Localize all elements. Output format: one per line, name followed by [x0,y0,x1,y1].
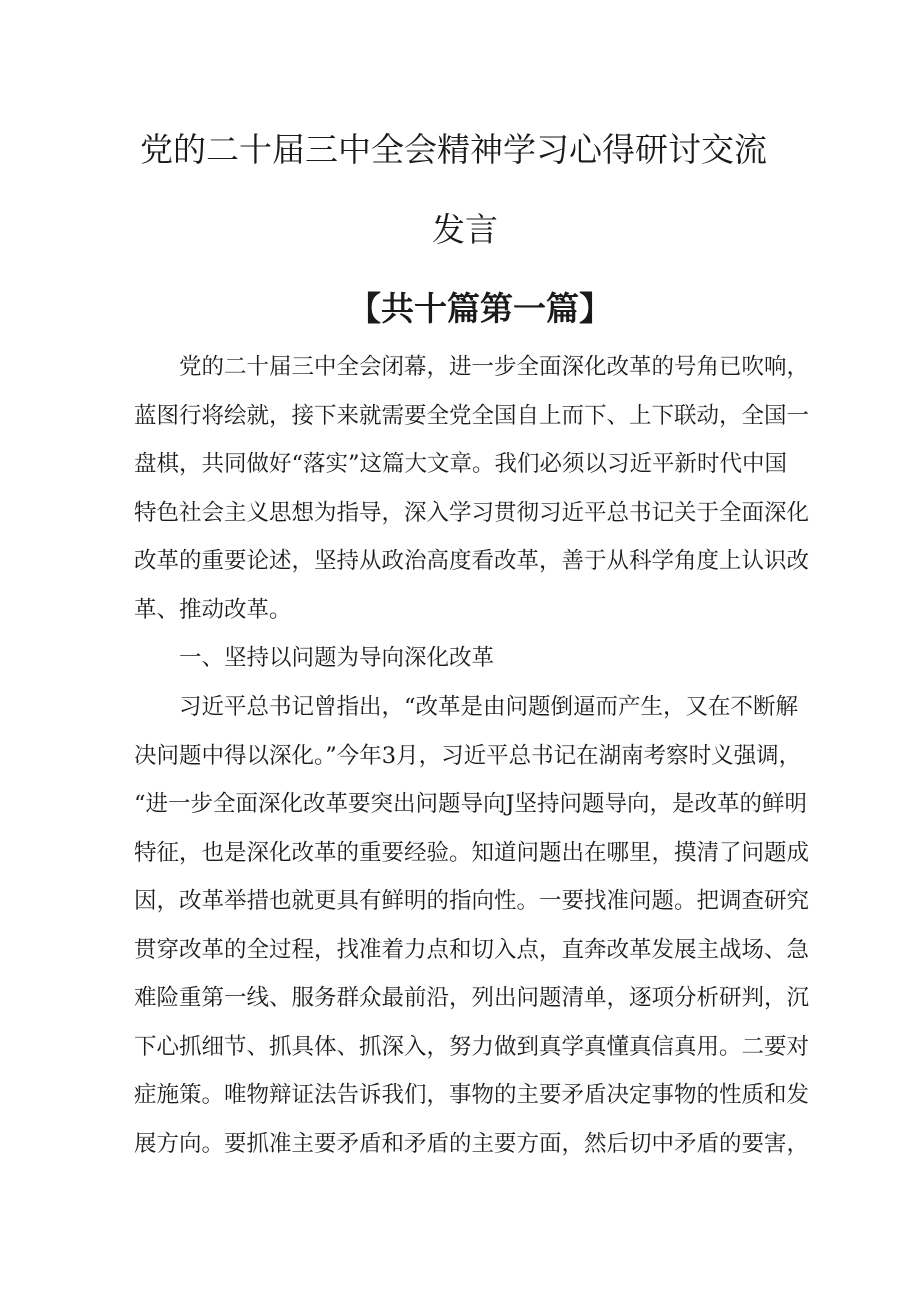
paragraph-line: 展方向。要抓准主要矛盾和矛盾的主要方面，然后切中矛盾的要害， [134,1130,810,1157]
paragraph-line: 党的二十届三中全会闭幕，进一步全面深化改革的号角已吹响， [179,354,810,380]
section-heading-text: 一、坚持以问题为导向深化改革 [179,645,495,671]
paragraph-line: 改革的重要论述，坚持从政治高度看改革，善于从科学角度上认识改 [134,548,810,574]
document-title-line-2: 发言 [432,210,498,249]
paragraph-line: 症施策。唯物辩证法告诉我们，事物的主要矛盾决定事物的性质和发 [134,1082,810,1108]
paragraph-line: 特征，也是深化改革的重要经验。知道问题出在哪里，摸清了问题成 [134,839,810,866]
paragraph-line: “进一步全面深化改革要突出问题导向J坚持问题导向，是改革的鲜明 [134,791,808,817]
document-title-line-1: 党的二十届三中全会精神学习心得研讨交流 [140,130,767,169]
paragraph-intro [134,343,810,634]
paragraph-line: 特色社会主义思想为指导，深入学习贯彻习近平总书记关于全面深化 [134,499,810,526]
paragraph-line: 革、推动改革。 [134,596,292,623]
document-subtitle: 【共十篇第一篇】 [348,289,612,328]
paragraph-line: 下心抓细节、抓具体、抓深入，努力做到真学真懂真信真用。二要对 [134,1033,810,1060]
paragraph-line: 习近平总书记曾指出，“改革是由问题倒逼而产生，又在不断解 [179,694,799,720]
section-heading-1 [134,634,794,683]
paragraph-line: 难险重第一线、服务群众最前沿，列出问题清单，逐项分析研判，沉 [134,985,810,1011]
paragraph-line: 盘棋，共同做好“落实”这篇大文章。我们必须以习近平新时代中国 [134,451,788,477]
paragraph-line: 因，改革举措也就更具有鲜明的指向性。一要找准问题。把调查研究 [134,888,810,914]
paragraph-line: 蓝图行将绘就，接下来就需要全党全国自上而下、上下联动，全国一 [134,402,810,429]
paragraph-line: 决问题中得以深化。”今年3月，习近平总书记在湖南考察时义强调， [134,742,802,769]
paragraph-line: 贯穿改革的全过程，找准着力点和切入点，直奔改革发展主战场、急 [134,936,810,963]
paragraph-section-1 [134,683,810,1168]
